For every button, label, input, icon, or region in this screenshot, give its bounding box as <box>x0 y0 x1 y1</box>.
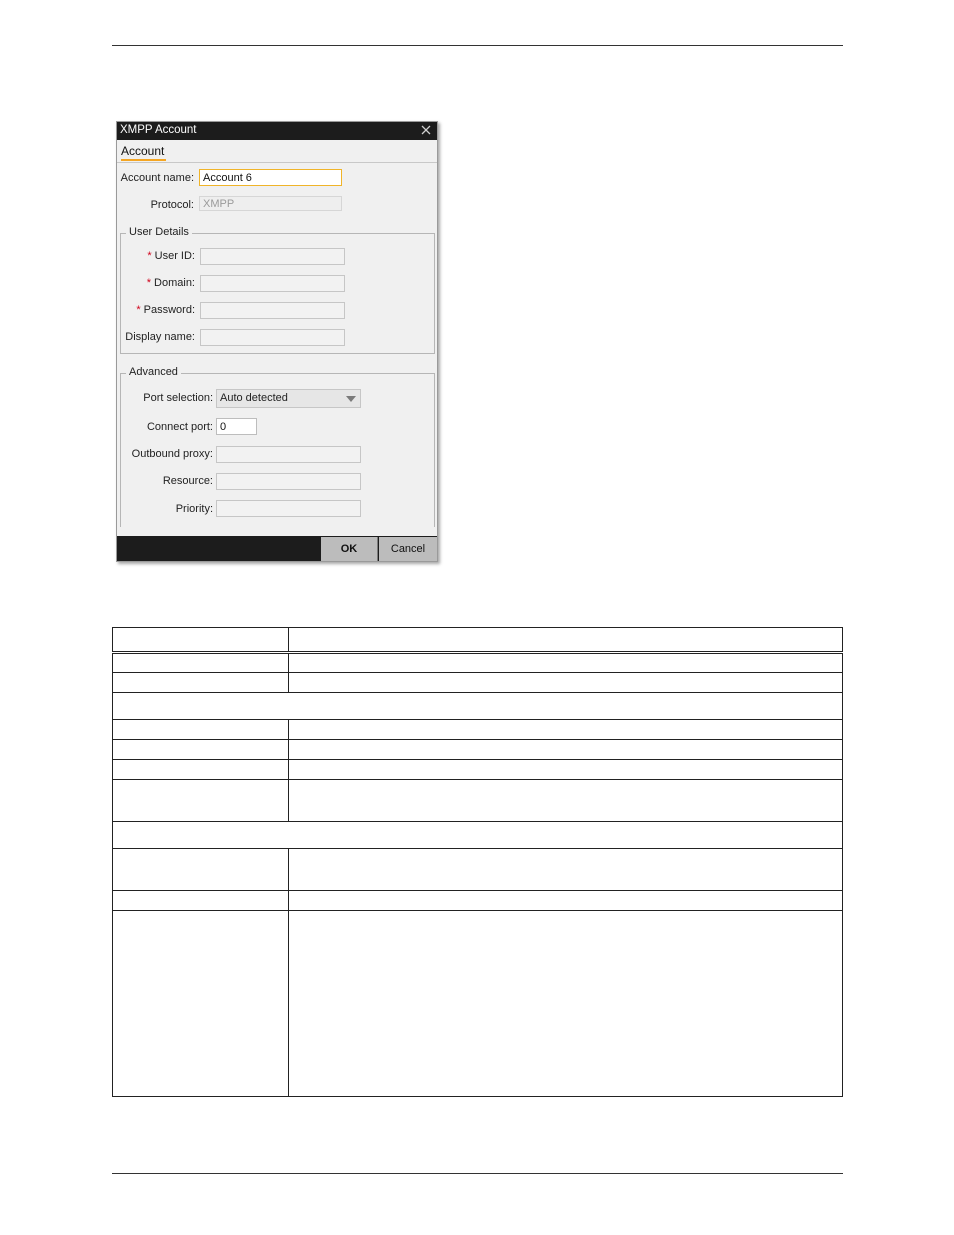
ok-button[interactable]: OK <box>321 537 378 561</box>
dialog-titlebar <box>117 122 437 140</box>
required-marker: * <box>147 250 152 262</box>
cancel-button[interactable]: Cancel <box>379 537 437 561</box>
protocol-field <box>199 196 342 211</box>
table-row <box>113 780 843 822</box>
domain-input[interactable] <box>200 275 345 292</box>
table-cell <box>289 628 843 653</box>
table-section-row <box>113 822 843 849</box>
table-cell <box>113 760 289 780</box>
connect-port-input[interactable] <box>216 418 257 435</box>
table-cell <box>113 693 843 720</box>
port-selection-value: Auto detected <box>220 392 288 404</box>
table-row <box>113 653 843 673</box>
table-row <box>113 849 843 891</box>
table-row <box>113 911 843 1097</box>
domain-label: * Domain: <box>146 277 195 289</box>
resource-input[interactable] <box>216 473 361 490</box>
table-cell <box>289 720 843 740</box>
user-details-legend: User Details <box>126 226 192 238</box>
table-row <box>113 740 843 760</box>
required-marker: * <box>136 304 141 316</box>
table-row <box>113 720 843 740</box>
page-footer-rule <box>112 1173 843 1174</box>
outbound-proxy-label: Outbound proxy: <box>131 448 213 460</box>
table-header-row <box>113 628 843 653</box>
user-details-group <box>120 226 435 354</box>
password-input[interactable] <box>200 302 345 319</box>
table-cell <box>289 911 843 1097</box>
display-name-label: Display name: <box>125 331 195 343</box>
tab-divider <box>117 162 437 163</box>
xmpp-account-dialog <box>116 121 438 562</box>
table-cell <box>113 720 289 740</box>
protocol-label: Protocol: <box>150 199 194 211</box>
display-name-input[interactable] <box>200 329 345 346</box>
outbound-proxy-input[interactable] <box>216 446 361 463</box>
table-cell <box>113 628 289 653</box>
account-name-label: Account name: <box>120 172 194 184</box>
table-cell <box>113 891 289 911</box>
advanced-legend: Advanced <box>126 366 181 378</box>
table-cell <box>289 760 843 780</box>
table-row <box>113 891 843 911</box>
account-name-input[interactable] <box>199 169 342 186</box>
table-cell <box>113 673 289 693</box>
table-cell <box>289 653 843 673</box>
table-cell <box>113 911 289 1097</box>
tab-account[interactable]: Account <box>121 144 166 161</box>
table-cell <box>113 822 843 849</box>
password-label: * Password: <box>136 304 195 316</box>
page-header-rule <box>112 45 843 46</box>
table-row <box>113 760 843 780</box>
chevron-down-icon <box>346 396 356 402</box>
dialog-tabbar <box>117 140 437 161</box>
required-marker: * <box>146 277 152 289</box>
table-cell <box>289 780 843 822</box>
user-id-input[interactable] <box>200 248 345 265</box>
connect-port-label: Connect port: <box>146 421 213 433</box>
close-icon[interactable] <box>419 123 433 137</box>
resource-label: Resource: <box>162 475 213 487</box>
table-cell <box>289 673 843 693</box>
user-id-label: * User ID: <box>147 250 195 262</box>
table-cell <box>113 653 289 673</box>
dialog-title: XMPP Account <box>120 124 197 136</box>
table-cell <box>113 780 289 822</box>
table-section-row <box>113 693 843 720</box>
table-cell <box>289 891 843 911</box>
port-selection-label: Port selection: <box>143 392 213 404</box>
table-cell <box>289 849 843 891</box>
settings-table <box>112 627 843 1097</box>
priority-input[interactable] <box>216 500 361 517</box>
port-selection-dropdown[interactable] <box>216 389 361 408</box>
table-cell <box>289 740 843 760</box>
table-cell <box>113 740 289 760</box>
advanced-group <box>120 366 435 527</box>
table-row <box>113 673 843 693</box>
table-cell <box>113 849 289 891</box>
priority-label: Priority: <box>175 503 213 515</box>
dialog-footer <box>117 536 437 561</box>
